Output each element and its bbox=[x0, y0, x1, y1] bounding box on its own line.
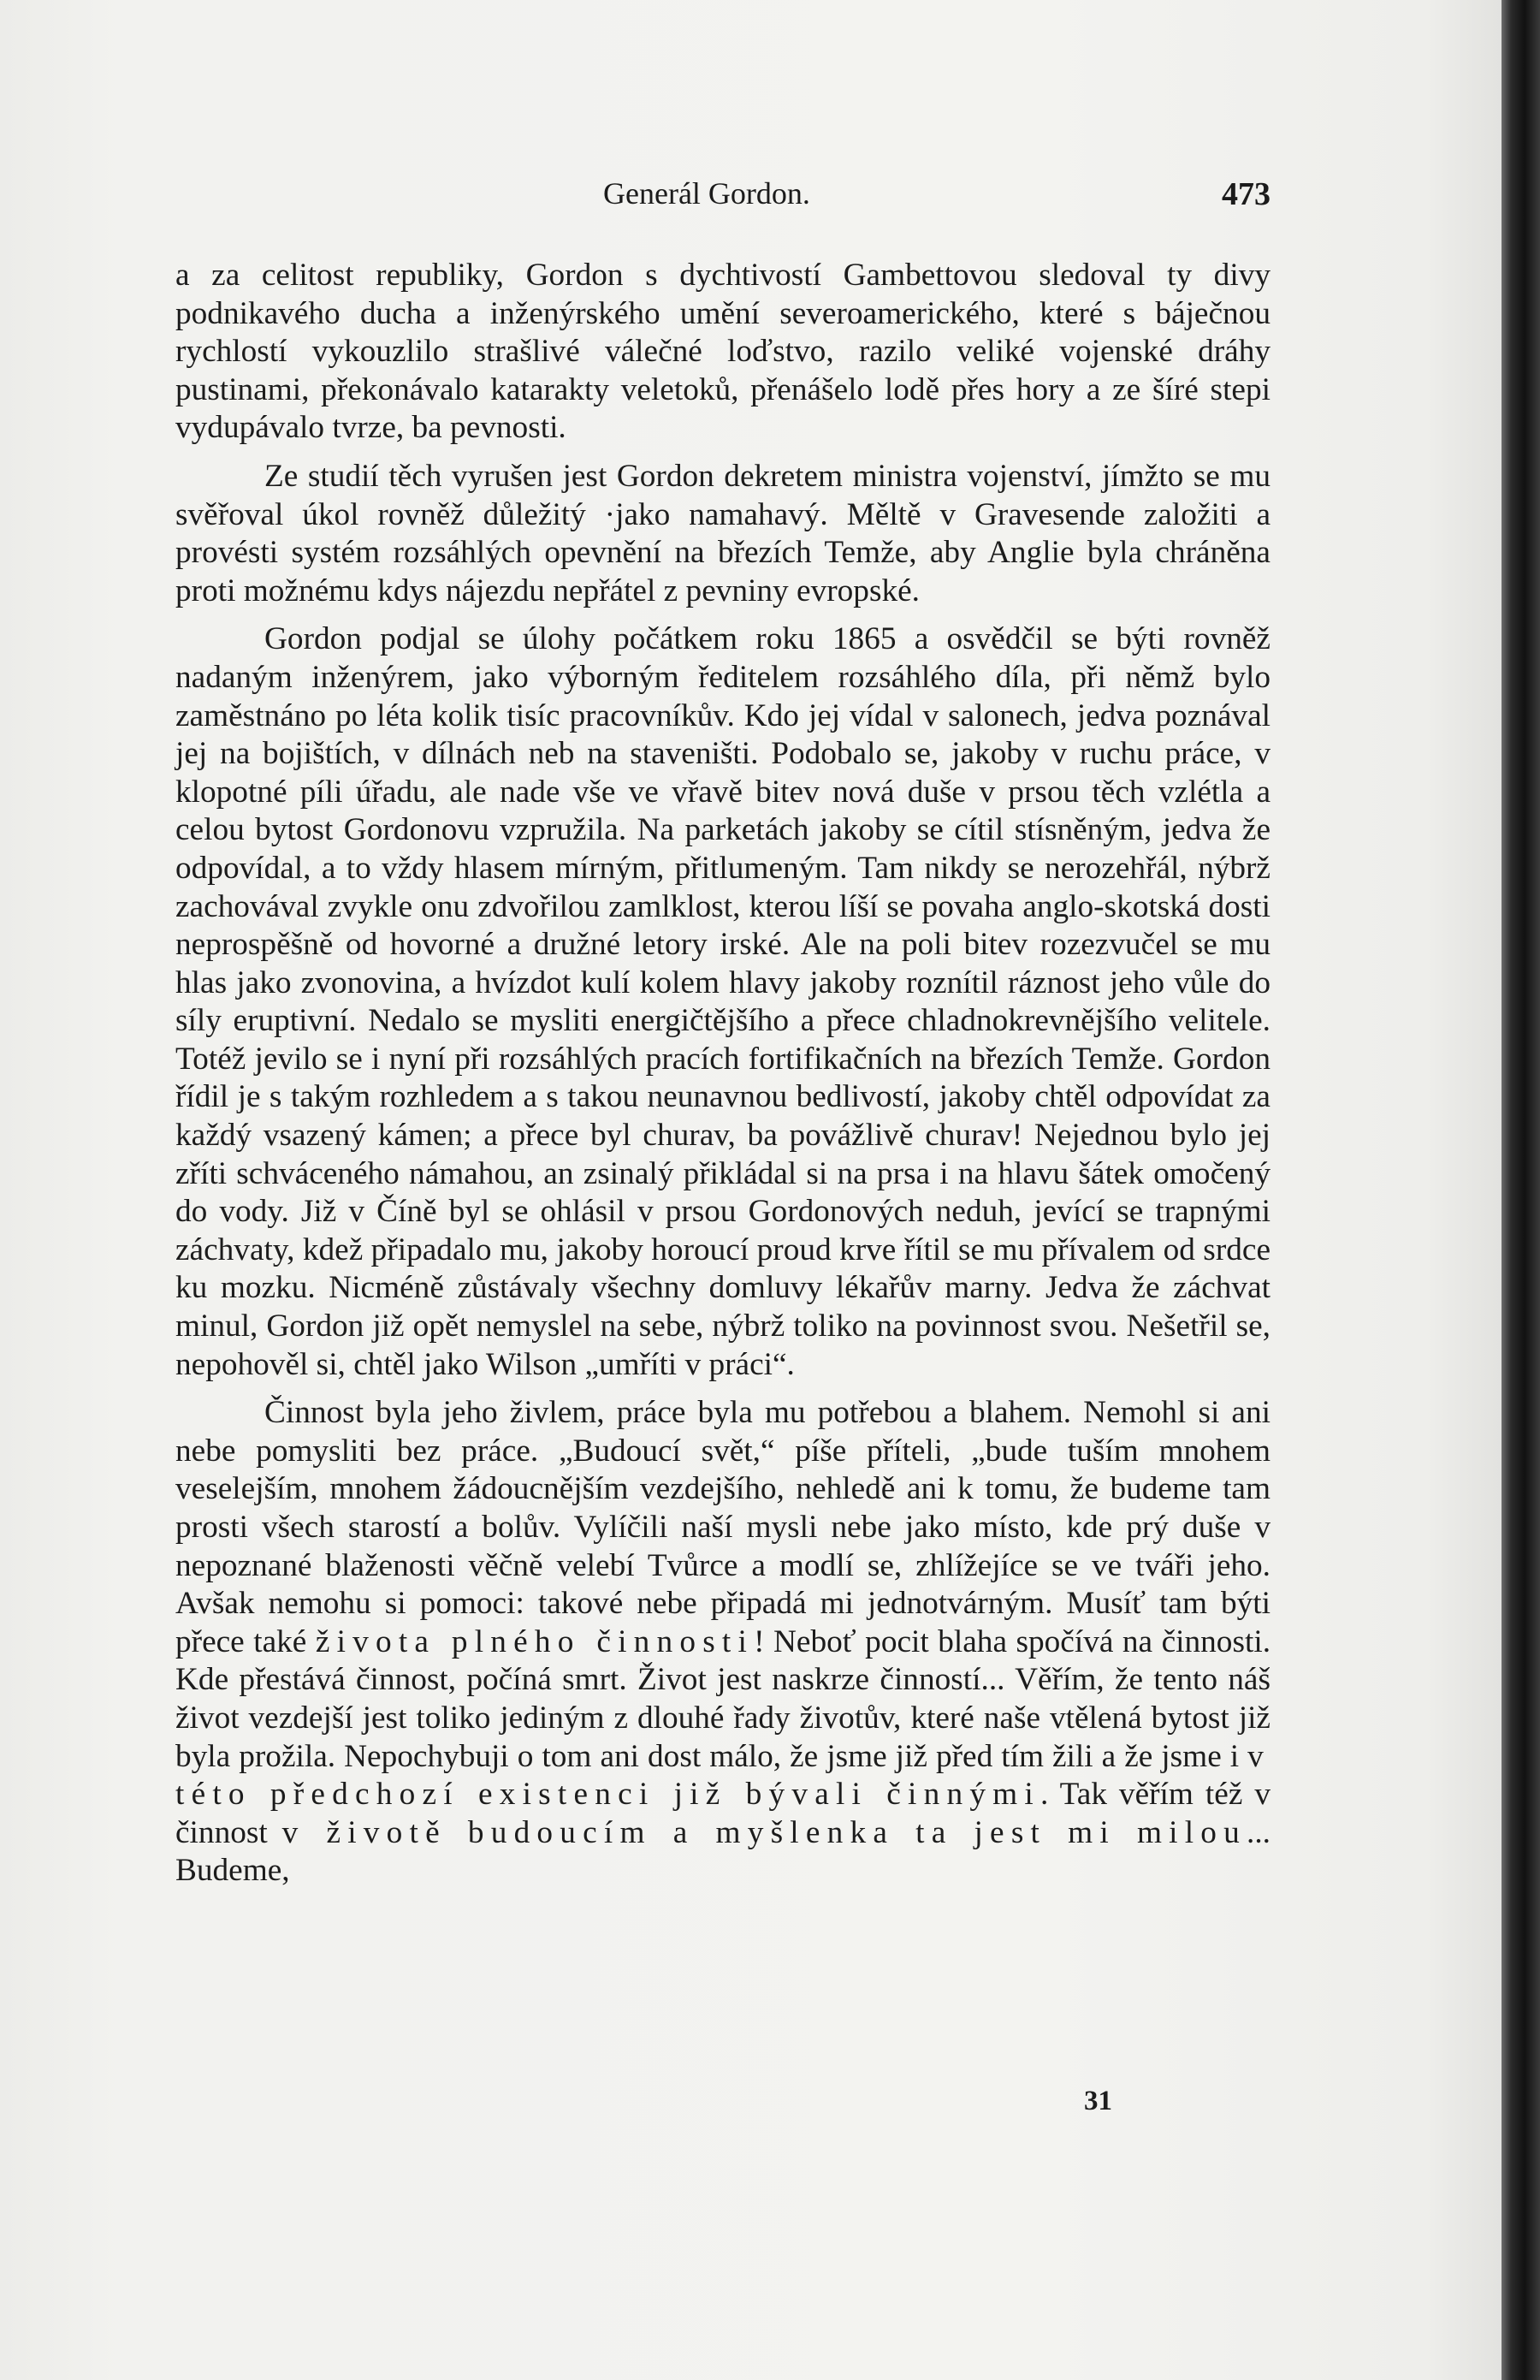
running-title: Generál Gordon. bbox=[603, 176, 810, 211]
paragraph-2: Ze studií těch vyrušen jest Gordon dekretem ministra vojenství, jímžto se mu svěřoval úkol rovněž důležitý ·jako namahavý. Měltě v Gravesende založiti a provésti systém rozsáhlých opevnění na březích Temže, aby Anglie byla chráněna proti možnému kdys nájezdu nepřátel z pevniny evropské. bbox=[175, 458, 1270, 608]
signature-mark: 31 bbox=[1084, 2086, 1112, 2116]
paragraph-4-part-3: . Tak věřím též v činnost bbox=[175, 1777, 1270, 1850]
paragraph-3: Gordon podjal se úlohy počátkem roku 1865 a osvědčil se býti rovněž nadaným inženýrem, jako výborným ředitelem rozsáhlého díla, při němž bylo zaměstnáno po léta kolik tisíc pracovníkův. Kdo jej vídal v salonech, jedva poznával jej na bojištích, v dílnách neb na staveništi. Podobalo se, jakoby v ruchu práce, v klopotné píli úřadu, ale nade vše ve vřavě bitev nová duše v prsou těch vzlétla a celou bytost Gordonovu vzpružila. Na parketách jakoby se cítil stísněným, jedva že odpovídal, a to vždy hlasem mírným, přitlumeným. Tam nikdy se nerozehřál, nýbrž zachovával zvykle onu zdvořilou zamlklost, kterou líší se povaha anglo-skotská dosti neprospěšně od hovorné a družné letory irské. Ale na poli bitev rozezvučel se mu hlas jako zvonovina, a hvízdot kulí kolem hlavy jakoby roznítil ráznost jeho vůle do síly eruptivní. Nedalo se mysliti energičtějšího a přece chladnokrevnějšího velitele. Totéž jevilo se i nyní při rozsáhlých pracích fortifikačních na březích Temže. Gordon řídil je s takým rozhledem a s takou neunavnou bedlivostí, jakoby chtěl odpovídat za každý vsazený kámen; a přece byl churav, ba povážlivě churav! Nejednou bylo jej zříti schváceného námahou, an zsinalý přikládal si na prsa i na hlavu šátek omočený do vody. Již v Číně byl se ohlásil v prsou Gordonových neduh, jevící se trapnými záchvaty, kdež připadalo mu, jakoby horoucí proud krve řítil se mu přívalem od srdce ku mozku. Nicméně zůstávaly všechny domluvy lékařův marny. Jedva že záchvat minul, Gordon již opět nemyslel na sebe, nýbrž toliko na povinnost svou. Nešetřil se, nepohověl si, chtěl jako Wilson „umříti v práci“. bbox=[175, 621, 1270, 1382]
paragraph-4-part-4: ... Budeme, bbox=[175, 1814, 1270, 1889]
page-number: 473 bbox=[1222, 176, 1270, 212]
running-header bbox=[175, 175, 1270, 218]
paragraph-4-emphasis-2: v této předchozí existenci již bývali činnými bbox=[175, 1738, 1270, 1813]
paragraph-4 bbox=[175, 1394, 1270, 1890]
paragraph-4-emphasis-3: v životě budoucím a myšlenka ta jest mi milou bbox=[281, 1814, 1247, 1850]
body-text bbox=[175, 257, 1270, 1901]
paragraph-1: a za celitost republiky, Gordon s dychtivostí Gambettovou sledoval ty divy podnikavého ducha a inženýrského umění severoamerického, které s báječnou rychlostí vykouzlilo strašlivé válečné loďstvo, razilo veliké vojenské dráhy pustinami, překonávalo katarakty veletoků, přenášelo lodě přes hory a ze šíré stepi vydupávalo tvrze, ba pevnosti. bbox=[175, 258, 1270, 446]
scan-edge-shadow bbox=[1502, 0, 1540, 2380]
paragraph-4-part-1: Činnost byla jeho živlem, práce byla mu potřebou a blahem. Nemohl si ani nebe pomysliti bez práce. „Budoucí svět,“ píše příteli, „bude tuším mnohem veselejším, mnohem žádoucnějším vezdejšího, nehledě ani k tomu, že budeme tam prosti všech starostí a bolův. Vylíčili naší mysli nebe jako místo, kde prý duše v nepoznané blaženosti věčně velebí Tvůrce a modlí se, zhlížejíce se ve tváři jeho. Avšak nemohu si pomoci: takové nebe připadá mi jednotvárným. Musíť tam býti přece také bbox=[175, 1395, 1270, 1659]
paragraph-4-part-2: ! Neboť pocit blaha spočívá na činnosti. Kde přestává činnost, počíná smrt. Život jest naskrze činností... Věřím, že tento náš život vezdejší jest toliko jediným z dlouhé řady životův, které naše vtělená bytost již byla prožila. Nepochybuji o tom ani dost málo, že jsme již před tím žili a že jsme i bbox=[175, 1623, 1271, 1774]
paragraph-4-emphasis-1: života plného činnosti bbox=[315, 1623, 755, 1659]
